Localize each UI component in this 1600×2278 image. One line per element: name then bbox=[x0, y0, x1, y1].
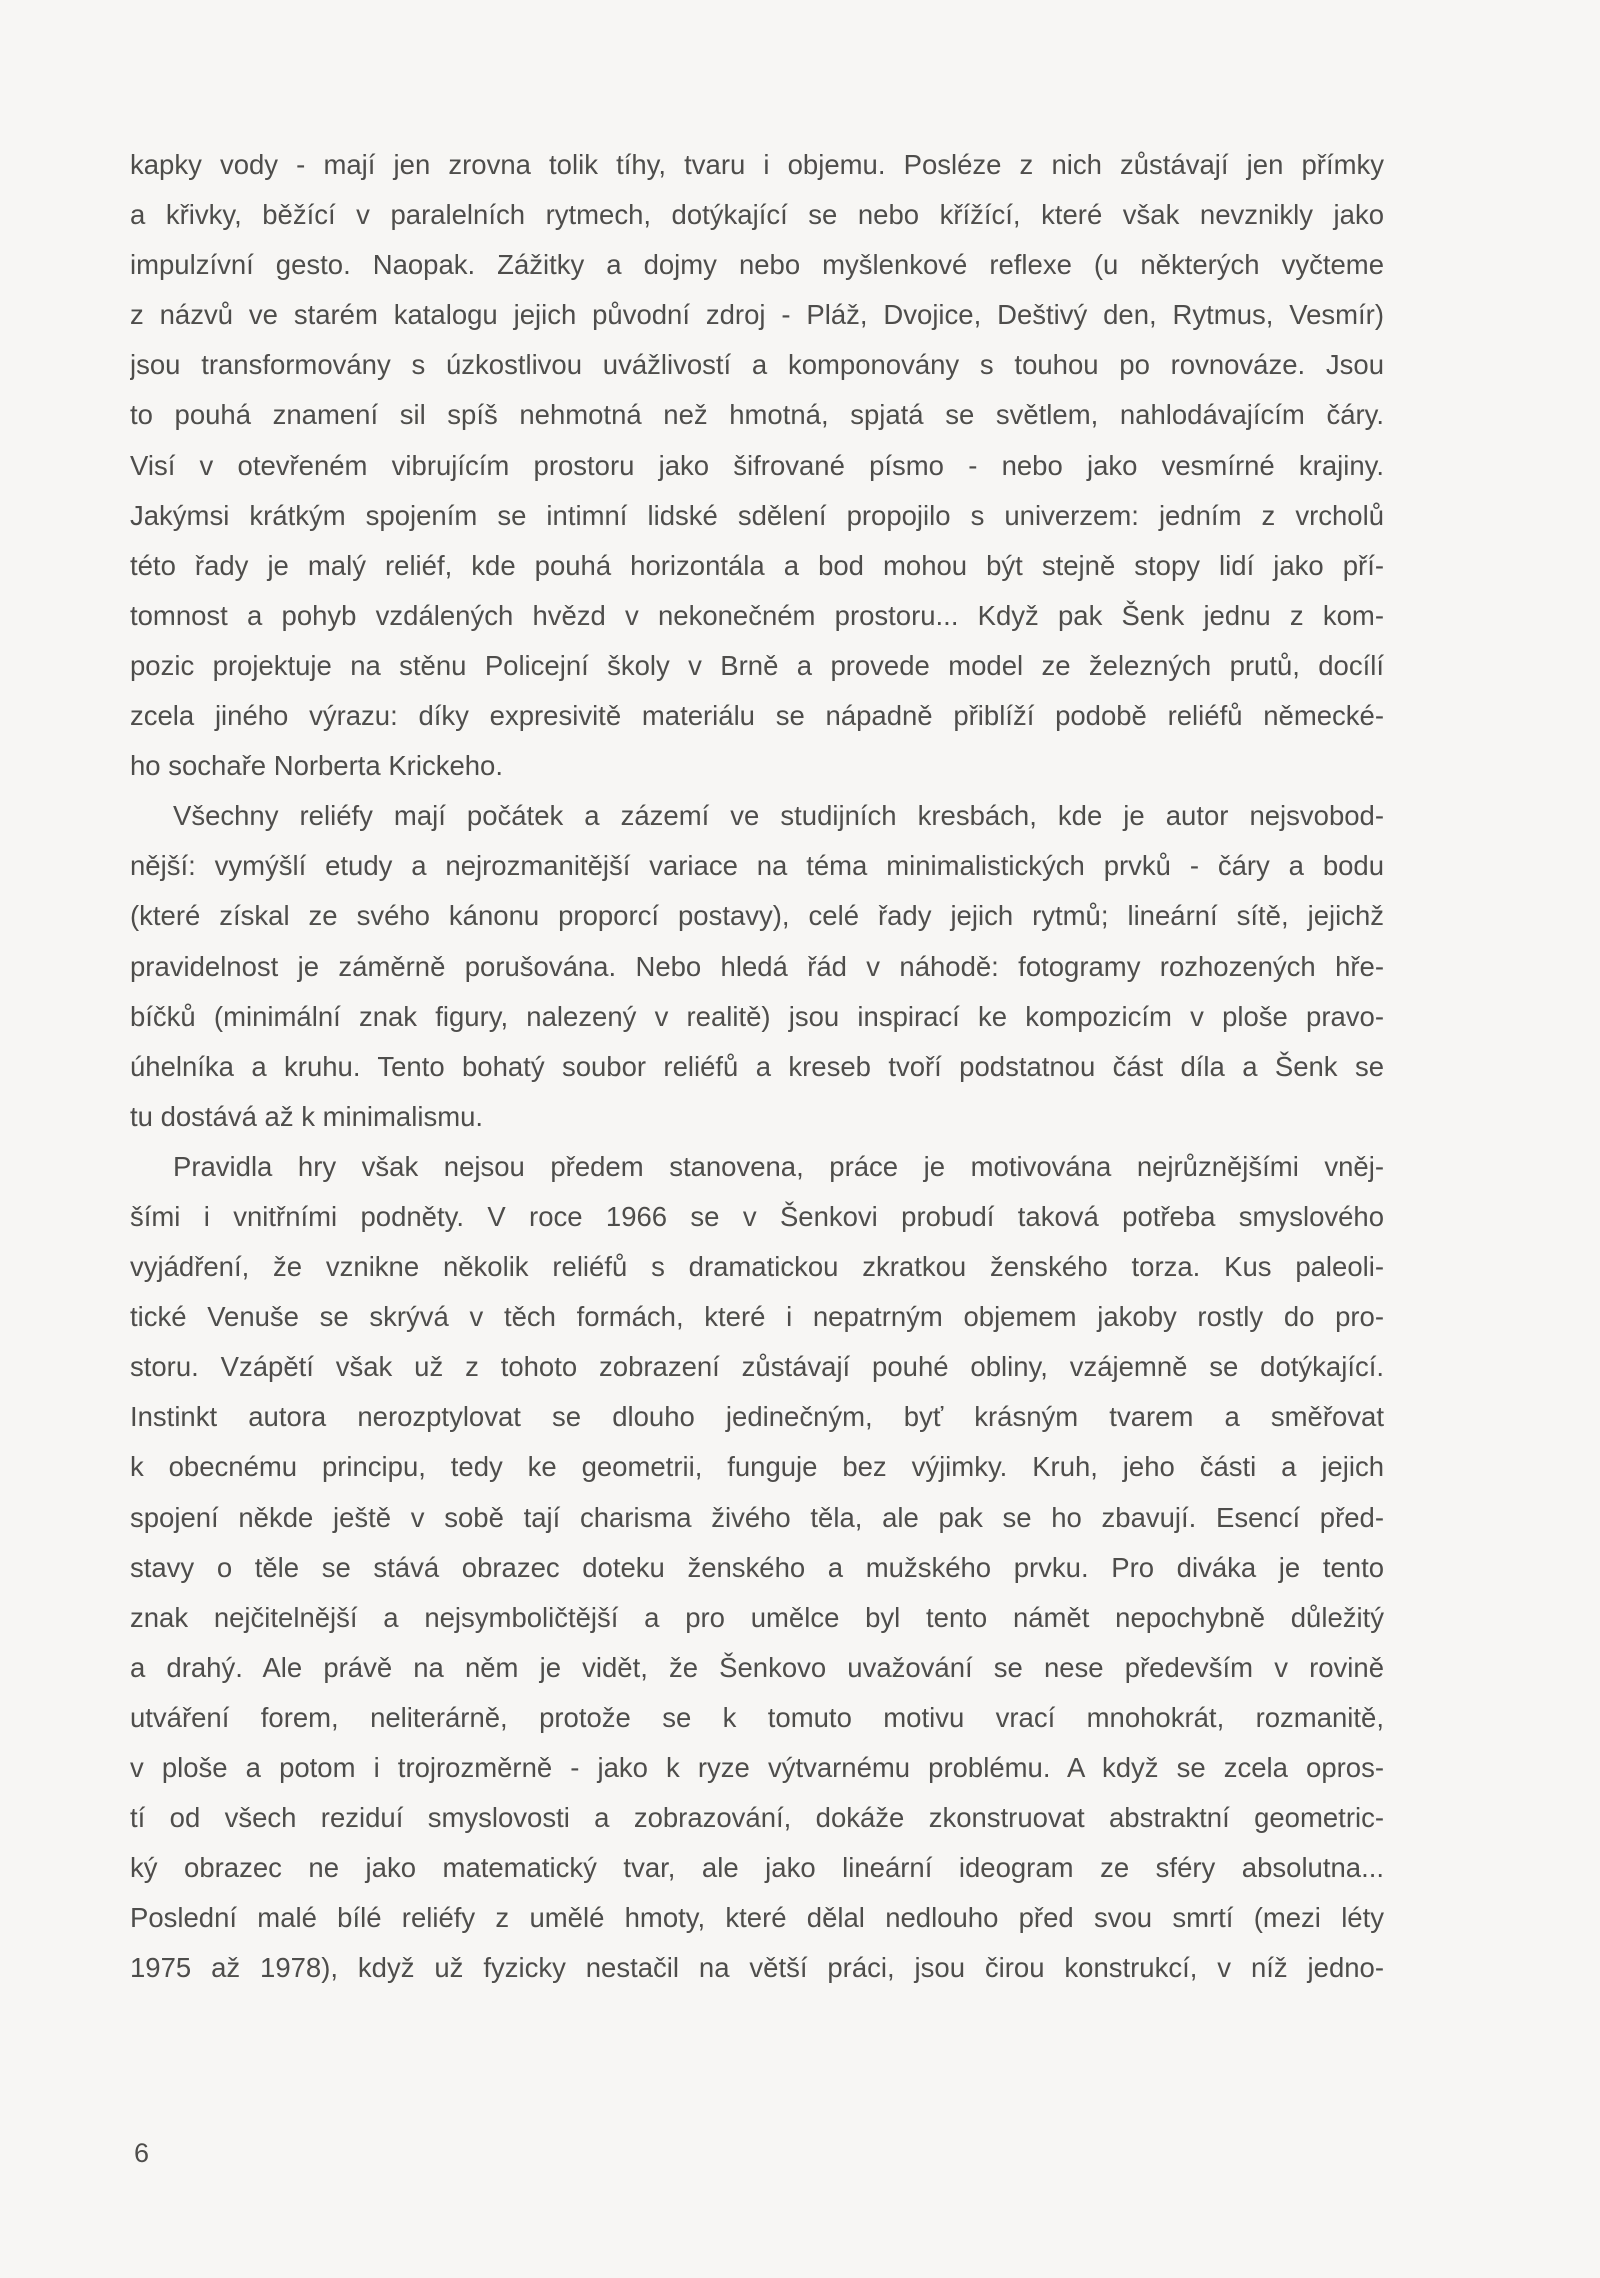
text-line: storu. Vzápětí však už z tohoto zobrazení zůstávají pouhé obliny, vzájemně se dotýkající. bbox=[130, 1351, 1384, 1383]
text-line: pravidelnost je záměrně porušována. Nebo hledá řád v náhodě: fotogramy rozhozených hře- bbox=[130, 950, 1384, 982]
text-line: stavy o těle se stává obrazec doteku ženského a mužského prvku. Pro diváka je tento bbox=[130, 1551, 1384, 1583]
paragraph-start-line: Pravidla hry však nejsou předem stanovena, práce je motivována nejrůznějšími vněj- bbox=[173, 1150, 1384, 1182]
text-line: zcela jiného výrazu: díky expresivitě materiálu se nápadně přiblíží podobě reliéfů německé- bbox=[130, 700, 1384, 732]
text-line: to pouhá znamení sil spíš nehmotná než hmotná, spjatá se světlem, nahlodávajícím čáry. bbox=[130, 399, 1384, 431]
text-line: této řady je malý reliéf, kde pouhá horizontála a bod mohou být stejně stopy lidí jako pří- bbox=[130, 549, 1384, 581]
text-line: kapky vody - mají jen zrovna tolik tíhy, tvaru i objemu. Posléze z nich zůstávají jen přímky bbox=[130, 149, 1384, 180]
text-line: Instinkt autora nerozptylovat se dlouho jedinečným, byť krásným tvarem a směřovat bbox=[130, 1401, 1384, 1433]
text-line: utváření forem, neliterárně, protože se k tomuto motivu vrací mnohokrát, rozmanitě, bbox=[130, 1701, 1384, 1733]
paragraph-start-line: Všechny reliéfy mají počátek a zázemí ve studijních kresbách, kde je autor nejsvobod- bbox=[173, 800, 1384, 832]
text-line: a křivky, běžící v paralelních rytmech, dotýkající se nebo křížící, které však nevznikly jako bbox=[130, 199, 1384, 231]
text-line: spojení někde ještě v sobě tají charisma živého těla, ale pak se ho zbavují. Esencí před- bbox=[130, 1501, 1384, 1533]
text-line: tí od všech reziduí smyslovosti a zobrazování, dokáže zkonstruovat abstraktní geometric- bbox=[130, 1802, 1384, 1834]
text-line: pozic projektuje na stěnu Policejní školy v Brně a provede model ze železných prutů, docílí bbox=[130, 649, 1384, 681]
text-line: tické Venuše se skrývá v těch formách, které i nepatrným objemem jakoby rostly do pro- bbox=[130, 1301, 1384, 1333]
text-line: vyjádření, že vznikne několik reliéfů s dramatickou zkratkou ženského torza. Kus paleoli- bbox=[130, 1251, 1384, 1283]
paragraph-end-line: ho sochaře Norberta Krickeho. bbox=[130, 750, 503, 782]
text-line: Visí v otevřeném vibrujícím prostoru jako šifrované písmo - nebo jako vesmírné krajiny. bbox=[130, 449, 1384, 481]
text-line: Jakýmsi krátkým spojením se intimní lidské sdělení propojilo s univerzem: jedním z vrcholů bbox=[130, 499, 1384, 531]
body-text bbox=[130, 140, 1384, 1993]
text-line: impulzívní gesto. Naopak. Zážitky a dojmy nebo myšlenkové reflexe (u některých vyčteme bbox=[130, 249, 1384, 281]
text-line: (které získal ze svého kánonu proporcí postavy), celé řady jejich rytmů; lineární sítě, jejichž bbox=[130, 900, 1384, 932]
text-line: v ploše a potom i trojrozměrně - jako k ryze výtvarnému problému. A když se zcela opros- bbox=[130, 1752, 1384, 1783]
text-line: nější: vymýšlí etudy a nejrozmanitější variace na téma minimalistických prvků - čáry a bodu bbox=[130, 850, 1384, 882]
text-line: šími i vnitřními podněty. V roce 1966 se v Šenkovi probudí taková potřeba smyslového bbox=[130, 1200, 1384, 1232]
paragraph-end-line: tu dostává až k minimalismu. bbox=[130, 1100, 484, 1132]
page-number: 6 bbox=[134, 2138, 150, 2168]
text-line: znak nejčitelnější a nejsymboličtější a pro umělce byl tento námět nepochybně důležitý bbox=[130, 1601, 1384, 1633]
text-line: ký obrazec ne jako matematický tvar, ale jako lineární ideogram ze sféry absolutna... bbox=[130, 1852, 1384, 1884]
text-line: k obecnému principu, tedy ke geometrii, funguje bez výjimky. Kruh, jeho části a jejich bbox=[130, 1451, 1384, 1483]
text-line: bíčků (minimální znak figury, nalezený v realitě) jsou inspirací ke kompozicím v ploše pravo- bbox=[130, 1000, 1384, 1032]
text-line: z názvů ve starém katalogu jejich původní zdroj - Pláž, Dvojice, Deštivý den, Rytmus, Vesmír) bbox=[130, 299, 1384, 331]
text-line: tomnost a pohyb vzdálených hvězd v nekonečném prostoru... Když pak Šenk jednu z kom- bbox=[130, 599, 1384, 631]
text-line: 1975 až 1978), když už fyzicky nestačil na větší práci, jsou čirou konstrukcí, v níž jedno- bbox=[130, 1952, 1384, 1984]
text-line: úhelníka a kruhu. Tento bohatý soubor reliéfů a kreseb tvoří podstatnou část díla a Šenk se bbox=[130, 1050, 1384, 1082]
text-line: jsou transformovány s úzkostlivou uvážlivostí a komponovány s touhou po rovnováze. Jsou bbox=[130, 349, 1384, 381]
text-line: a drahý. Ale právě na něm je vidět, že Šenkovo uvažování se nese především v rovině bbox=[130, 1651, 1384, 1683]
text-line: Poslední malé bílé reliéfy z umělé hmoty, které dělal nedlouho před svou smrtí (mezi léty bbox=[130, 1902, 1384, 1934]
